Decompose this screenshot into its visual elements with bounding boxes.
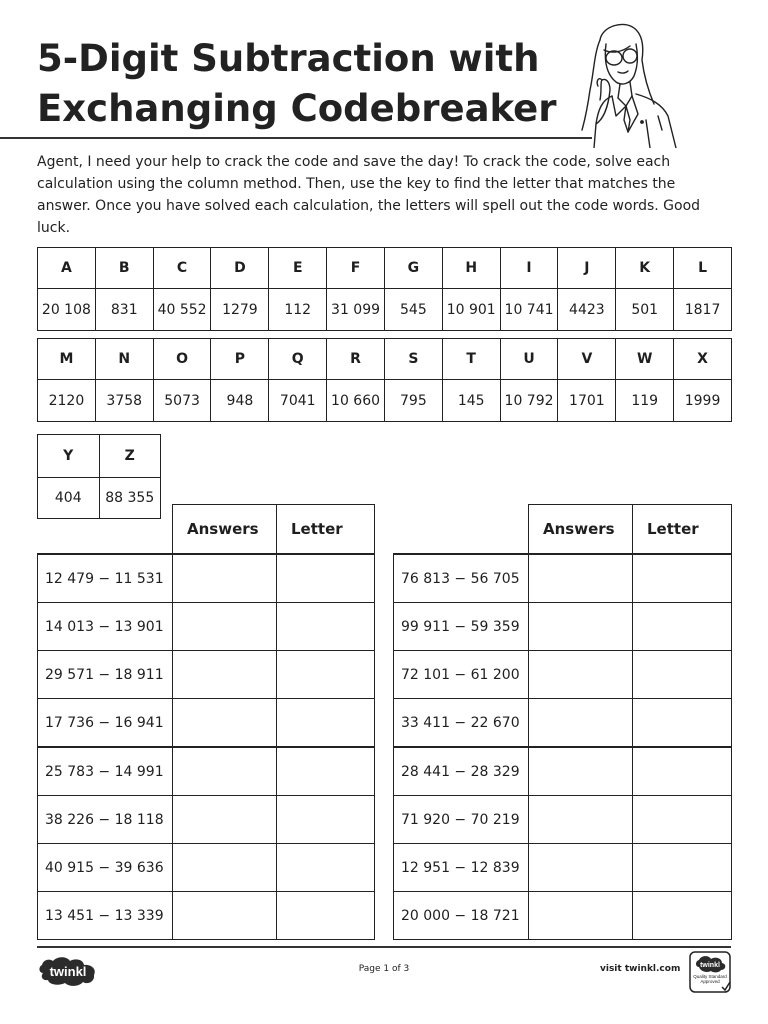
questions-table-right: [393, 504, 732, 940]
thinking-agent-illustration: [572, 20, 684, 148]
answer-cell[interactable]: [173, 554, 277, 603]
key-value: 831: [95, 289, 153, 331]
key-value: 88 355: [99, 478, 161, 519]
letter-header: Letter: [633, 505, 732, 555]
answers-header: Answers: [529, 505, 633, 555]
key-letter: X: [674, 339, 732, 380]
key-value: 948: [211, 380, 269, 422]
key-value: 10 741: [500, 289, 558, 331]
letter-cell[interactable]: [633, 747, 732, 796]
key-value: 1817: [674, 289, 732, 331]
key-letter: O: [153, 339, 211, 380]
letter-cell[interactable]: [633, 892, 732, 940]
key-letter: S: [384, 339, 442, 380]
calculation: 28 441 − 28 329: [394, 747, 529, 796]
key-value: 145: [442, 380, 500, 422]
letter-cell[interactable]: [633, 554, 732, 603]
answer-cell[interactable]: [529, 651, 633, 699]
title-line-2: Exchanging Codebreaker: [37, 87, 557, 130]
calculation: 29 571 − 18 911: [38, 651, 173, 699]
key-value: 20 108: [38, 289, 96, 331]
letter-cell[interactable]: [277, 844, 375, 892]
key-letter: R: [327, 339, 385, 380]
key-value: 7041: [269, 380, 327, 422]
key-value: 404: [38, 478, 100, 519]
key-value: 10 901: [442, 289, 500, 331]
letter-cell[interactable]: [633, 651, 732, 699]
letter-cell[interactable]: [633, 699, 732, 748]
letter-cell[interactable]: [633, 603, 732, 651]
key-value: 1279: [211, 289, 269, 331]
key-letter: T: [442, 339, 500, 380]
answer-cell[interactable]: [529, 554, 633, 603]
blank-header: [394, 505, 529, 555]
letter-cell[interactable]: [633, 844, 732, 892]
key-value: 40 552: [153, 289, 211, 331]
answer-cell[interactable]: [529, 892, 633, 940]
questions-table-left: [37, 504, 375, 940]
visit-link[interactable]: visit twinkl.com: [600, 964, 681, 974]
answers-header: Answers: [173, 505, 277, 555]
instructions-text: Agent, I need your help to crack the code and save the day! To crack the code, solve each calculation using the column method. Then, use the key to find the letter that matches the answer. Once you have solved each calculation, the letters will spell out the code words. Good luck.: [37, 154, 701, 236]
calculation: 12 951 − 12 839: [394, 844, 529, 892]
key-value: 4423: [558, 289, 616, 331]
key-letter: W: [616, 339, 674, 380]
key-value: 112: [269, 289, 327, 331]
logo-text: twinkl: [49, 964, 87, 979]
key-value: 5073: [153, 380, 211, 422]
key-letter: E: [269, 248, 327, 289]
key-letter: C: [153, 248, 211, 289]
key-letter: G: [384, 248, 442, 289]
key-value: 2120: [38, 380, 96, 422]
answer-cell[interactable]: [529, 699, 633, 748]
answer-cell[interactable]: [529, 844, 633, 892]
key-letter: V: [558, 339, 616, 380]
key-letter: D: [211, 248, 269, 289]
key-letter: H: [442, 248, 500, 289]
answer-cell[interactable]: [529, 747, 633, 796]
answer-cell[interactable]: [173, 796, 277, 844]
key-value: 10 660: [327, 380, 385, 422]
page-title: [37, 34, 557, 134]
key-letter: M: [38, 339, 96, 380]
title-line-1: 5-Digit Subtraction with: [37, 37, 540, 80]
letter-cell[interactable]: [277, 796, 375, 844]
blank-header: [38, 505, 173, 555]
badge-text: Quality Standard Approved: [693, 974, 727, 984]
calculation: 33 411 − 22 670: [394, 699, 529, 748]
calculation: 72 101 − 61 200: [394, 651, 529, 699]
page-number: Page 1 of 3: [358, 964, 410, 974]
key-letter: U: [500, 339, 558, 380]
calculation: 13 451 − 13 339: [38, 892, 173, 940]
key-letter: I: [500, 248, 558, 289]
key-value: 10 792: [500, 380, 558, 422]
calculation: 71 920 − 70 219: [394, 796, 529, 844]
badge-brand: twinkl: [700, 962, 720, 969]
key-letter: Z: [99, 435, 161, 478]
code-key-row-2: [37, 338, 732, 422]
answer-cell[interactable]: [173, 651, 277, 699]
key-value: 31 099: [327, 289, 385, 331]
code-key-row-1: [37, 247, 732, 331]
letter-cell[interactable]: [277, 554, 375, 603]
footer-rule: [37, 946, 731, 948]
key-letter: L: [674, 248, 732, 289]
answer-cell[interactable]: [173, 747, 277, 796]
letter-cell[interactable]: [277, 651, 375, 699]
key-letter: Q: [269, 339, 327, 380]
calculation: 25 783 − 14 991: [38, 747, 173, 796]
letter-cell[interactable]: [277, 892, 375, 940]
key-value: 3758: [95, 380, 153, 422]
key-value: 1701: [558, 380, 616, 422]
key-letter: F: [327, 248, 385, 289]
key-letter: A: [38, 248, 96, 289]
calculation: 38 226 − 18 118: [38, 796, 173, 844]
key-letter: K: [616, 248, 674, 289]
key-letter: Y: [38, 435, 100, 478]
calculation: 17 736 − 16 941: [38, 699, 173, 748]
key-value: 1999: [674, 380, 732, 422]
calculation: 14 013 − 13 901: [38, 603, 173, 651]
key-value: 501: [616, 289, 674, 331]
calculation: 76 813 − 56 705: [394, 554, 529, 603]
calculation: 12 479 − 11 531: [38, 554, 173, 603]
key-value: 545: [384, 289, 442, 331]
key-letter: P: [211, 339, 269, 380]
key-value: 119: [616, 380, 674, 422]
key-letter: B: [95, 248, 153, 289]
answer-cell[interactable]: [173, 603, 277, 651]
letter-cell[interactable]: [277, 699, 375, 748]
letter-cell[interactable]: [277, 747, 375, 796]
letter-header: Letter: [277, 505, 375, 555]
letter-cell[interactable]: [633, 796, 732, 844]
quality-standard-badge: [689, 951, 733, 995]
key-letter: N: [95, 339, 153, 380]
answer-cell[interactable]: [173, 699, 277, 748]
answer-cell[interactable]: [529, 796, 633, 844]
calculation: 20 000 − 18 721: [394, 892, 529, 940]
letter-cell[interactable]: [277, 603, 375, 651]
calculation: 40 915 − 39 636: [38, 844, 173, 892]
calculation: 99 911 − 59 359: [394, 603, 529, 651]
header-rule: [0, 137, 592, 139]
key-value: 795: [384, 380, 442, 422]
answer-cell[interactable]: [173, 892, 277, 940]
answer-cell[interactable]: [173, 844, 277, 892]
answer-cell[interactable]: [529, 603, 633, 651]
key-letter: J: [558, 248, 616, 289]
